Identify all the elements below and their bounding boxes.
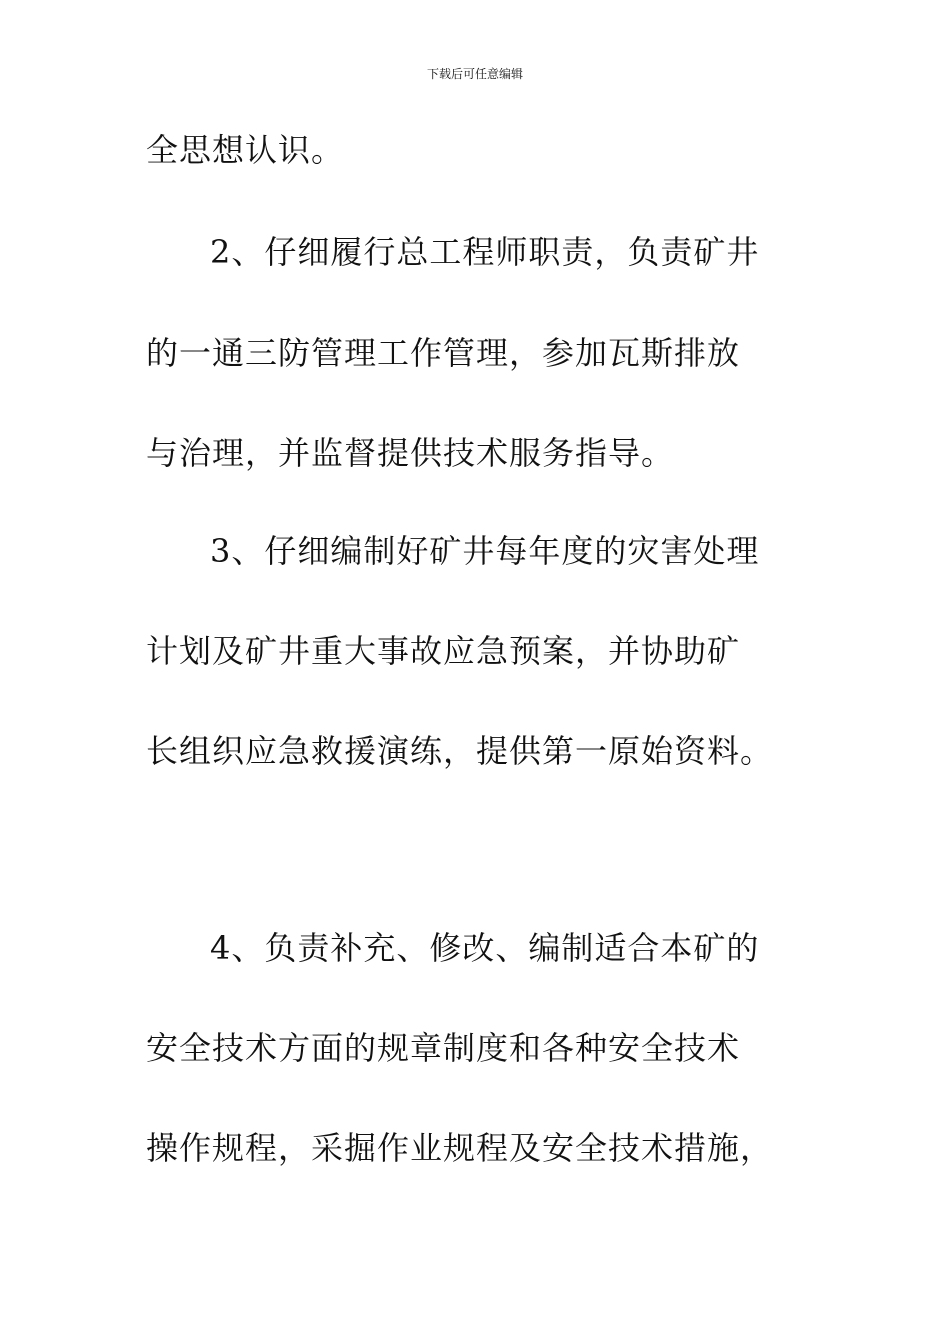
paragraph-line: 的一通三防管理工作管理，参加瓦斯排放 [146, 334, 741, 372]
paragraph-line: 计划及矿井重大事故应急预案，并协助矿 [146, 632, 741, 670]
paragraph-line: 安全技术方面的规章制度和各种安全技术 [146, 1029, 741, 1067]
page-header: 下载后可任意编辑 [426, 67, 523, 81]
paragraph-line: 长组织应急救援演练，提供第一原始资料。 [146, 732, 774, 770]
paragraph-line: 全思想认识。 [146, 131, 345, 169]
paragraph-line: 操作规程，采掘作业规程及安全技术措施， [146, 1129, 774, 1167]
paragraph-line: 3、仔细编制好矿井每年度的灾害处理 [210, 532, 760, 570]
paragraph-line: 与治理，并监督提供技术服务指导。 [146, 434, 675, 472]
paragraph-line: 2、仔细履行总工程师职责，负责矿井 [210, 233, 760, 271]
paragraph-line: 4、负责补充、修改、编制适合本矿的 [210, 929, 760, 967]
